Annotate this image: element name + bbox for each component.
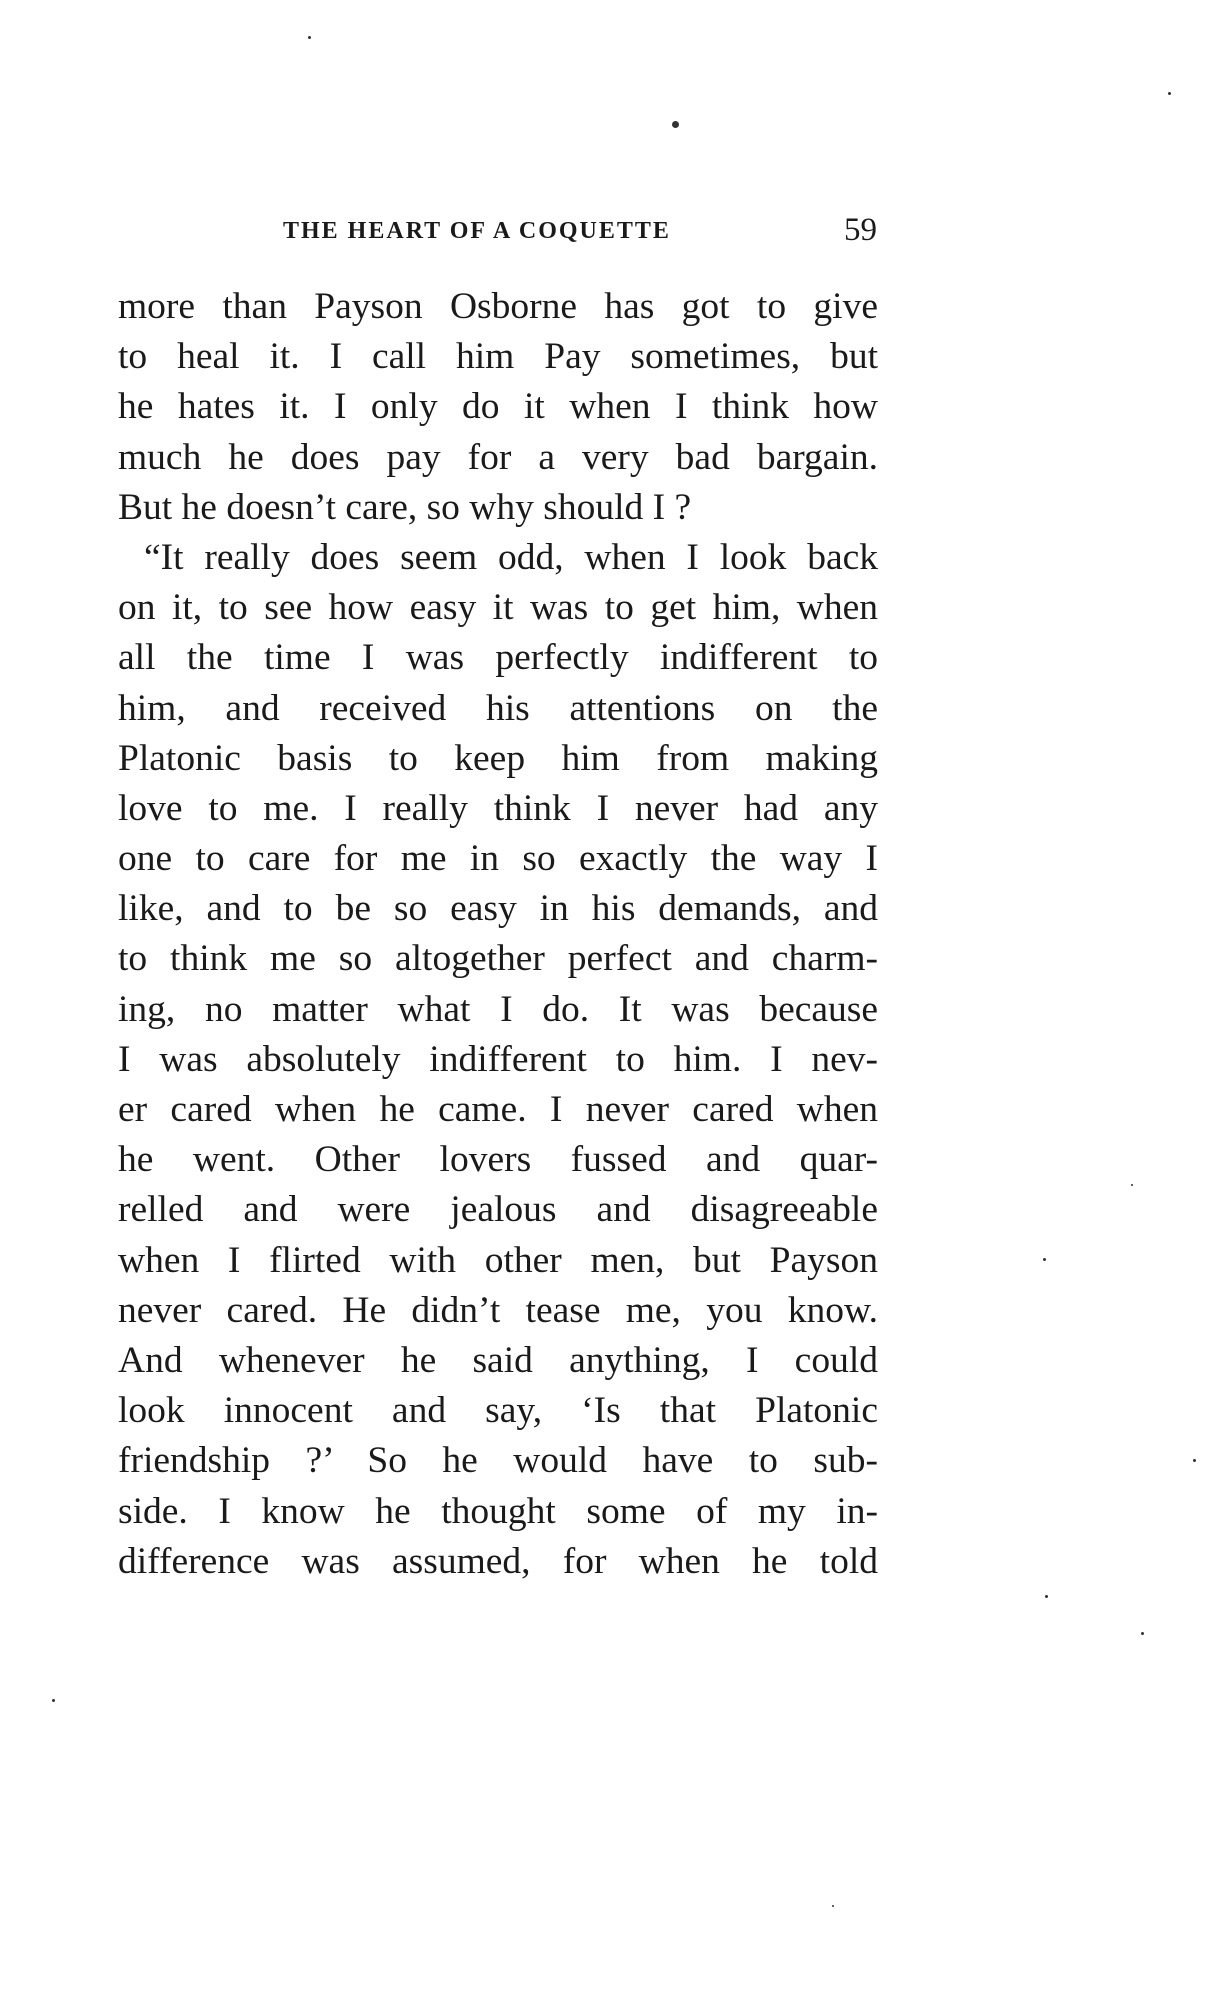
text-line: one to care for me in so exactly the way I (118, 838, 878, 880)
text-line: much he does pay for a very bad bargain. (118, 436, 878, 478)
print-speck (1131, 1184, 1133, 1186)
text-line: to heal it. I call him Pay sometimes, but (118, 336, 878, 378)
text-line: he hates it. I only do it when I think how (118, 386, 878, 428)
text-line: ing, no matter what I do. It was because (118, 988, 878, 1030)
text-line: when I flirted with other men, but Payson (118, 1239, 878, 1281)
print-speck (52, 1699, 55, 1702)
text-line: him, and received his attentions on the (118, 687, 878, 729)
text-line: Platonic basis to keep him from making (118, 737, 878, 779)
print-speck (832, 1905, 834, 1907)
running-head: THE HEART OF A COQUETTE (283, 218, 671, 244)
text-line: on it, to see how easy it was to get him, when (118, 587, 878, 629)
text-line: er cared when he came. I never cared when (118, 1089, 878, 1130)
text-line: friendship ?’ So he would have to sub- (118, 1440, 878, 1482)
print-speck (1141, 1632, 1144, 1635)
text-line: never cared. He didn’t tease me, you know. (118, 1289, 878, 1331)
text-line: side. I know he thought some of my in- (118, 1490, 878, 1532)
text-line: But he doesn’t care, so why should I ? (118, 486, 692, 528)
print-speck (1168, 92, 1171, 95)
print-speck (308, 36, 311, 39)
page-number: 59 (844, 212, 877, 248)
text-line: relled and were jealous and disagreeable (118, 1189, 878, 1231)
text-line: difference was assumed, for when he told (118, 1540, 878, 1582)
text-line: love to me. I really think I never had any (118, 787, 878, 829)
text-line: And whenever he said anything, I could (118, 1339, 878, 1381)
body-text (118, 282, 878, 1587)
paragraph-start-line: “It really does seem odd, when I look back (144, 536, 878, 578)
text-line: he went. Other lovers fussed and quar- (118, 1139, 878, 1181)
print-speck (1043, 1258, 1046, 1261)
text-line: look innocent and say, ‘Is that Platonic (118, 1390, 878, 1432)
print-speck (672, 121, 679, 128)
text-line: I was absolutely indifferent to him. I nev- (118, 1038, 878, 1080)
text-line: to think me so altogether perfect and charm- (118, 938, 878, 980)
print-speck (1045, 1595, 1048, 1598)
print-speck (1193, 1459, 1196, 1462)
text-line: more than Payson Osborne has got to give (118, 286, 878, 327)
text-line: all the time I was perfectly indifferent to (118, 637, 878, 679)
text-line: like, and to be so easy in his demands, and (118, 888, 878, 930)
